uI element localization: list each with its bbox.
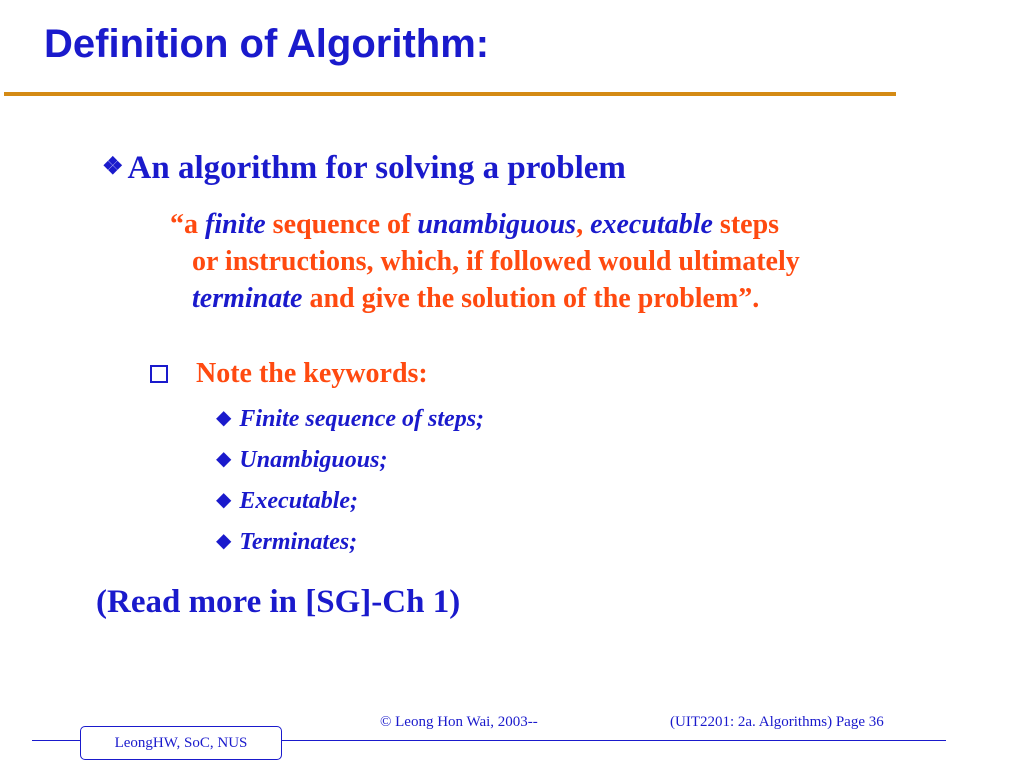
- quote-line-1: [170, 206, 950, 243]
- keyword-text: Executable;: [239, 488, 359, 514]
- keyword-unambiguous: unambiguous: [417, 209, 577, 240]
- quote-comma: ,: [576, 209, 591, 240]
- footer-copyright: © Leong Hon Wai, 2003--: [380, 714, 538, 730]
- keyword-list: [216, 402, 484, 566]
- note-bullet: [150, 358, 428, 390]
- keyword-terminate: terminate: [192, 283, 303, 314]
- diamond-bullet-icon: ◆: [216, 489, 232, 511]
- list-item: [216, 402, 484, 443]
- note-text: Note the keywords:: [196, 358, 428, 389]
- keyword-finite: finite: [205, 209, 266, 240]
- quote-line-3: [170, 280, 950, 317]
- slide-title: Definition of Algorithm:: [44, 22, 490, 66]
- list-item: [216, 484, 484, 525]
- square-bullet-icon: [150, 365, 168, 383]
- diamond-bullet-icon: ◆: [216, 530, 232, 552]
- quote-text: sequence of: [265, 209, 418, 240]
- diamond-bullet-icon: ◆: [216, 407, 232, 429]
- quote-line-2: or instructions, which, if followed would ultimately: [192, 246, 800, 277]
- four-diamond-bullet-icon: ❖: [102, 154, 124, 180]
- quote-text: steps: [712, 209, 780, 240]
- quote-text: and give the solution of the problem”.: [302, 283, 760, 314]
- main-bullet-text: An algorithm for solving a problem: [127, 150, 626, 186]
- footer-author-box: LeongHW, SoC, NUS: [80, 726, 282, 760]
- list-item: [216, 443, 484, 484]
- main-bullet: [102, 150, 626, 187]
- keyword-executable: executable: [590, 209, 713, 240]
- diamond-bullet-icon: ◆: [216, 448, 232, 470]
- keyword-text: Unambiguous;: [239, 447, 388, 473]
- read-more-note: (Read more in [SG]-Ch 1): [96, 584, 461, 620]
- keyword-text: Finite sequence of steps;: [239, 406, 485, 432]
- definition-quote: [170, 206, 950, 317]
- keyword-text: Terminates;: [239, 529, 358, 555]
- quote-open: “a: [170, 209, 205, 240]
- footer-page-info: (UIT2201: 2a. Algorithms) Page 36: [670, 714, 884, 730]
- list-item: [216, 525, 484, 566]
- title-underline: [4, 92, 896, 96]
